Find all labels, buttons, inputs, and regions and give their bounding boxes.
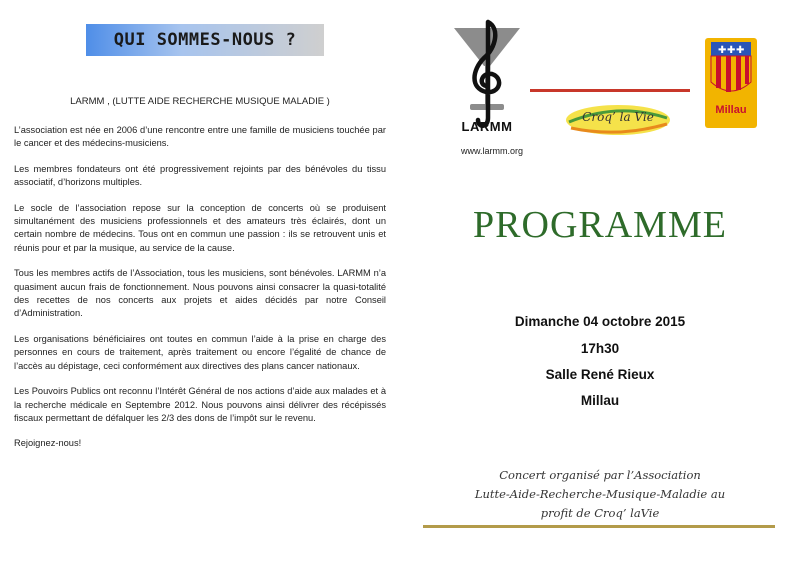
paragraph: Les organisations bénéficiaires ont toutes en commun l’aide à la prise en charge des personnes en cours de traitement, après traitement ou encore l’égalité de chance de l’accès au dépistage, ceci conformément aux directives des plans cancer nationaux.: [14, 333, 386, 371]
concert-line: Concert organisé par l’Association: [499, 468, 701, 482]
svg-text:✚: ✚: [736, 45, 745, 56]
millau-logo-text: Millau: [715, 104, 747, 116]
paragraph: Les membres fondateurs ont été progressivement rejoints par des bénévoles du tissu associatif, d’horizons multiples.: [14, 163, 386, 188]
paragraph: Les Pouvoirs Publics ont reconnu l’Intérêt Général de nos actions d’aide aux malades et à la recherche médicale en Septembre 2012. Nous pouvons ainsi délivrer des récépissés fiscaux permettant de défalquer les 2/3 des dons de l’impôt sur le revenu.: [14, 386, 386, 423]
concert-line: Lutte-Aide-Recherche-Musique-Maladie au: [474, 487, 726, 501]
millau-city-logo: [705, 38, 757, 128]
millau-coat-of-arms-icon: [705, 38, 757, 100]
gold-divider: [423, 525, 775, 528]
croq-logo-text: Croq’ la Vie: [582, 110, 654, 124]
about-text: [14, 124, 386, 463]
event-venue: Salle René Rieux: [545, 367, 655, 382]
organization-title: LARMM , (LUTTE AIDE RECHERCHE MUSIQUE MALADIE ): [70, 96, 330, 107]
who-are-we-banner: QUI SOMMES-NOUS ?: [86, 24, 324, 56]
paragraph: Tous les membres actifs de l’Association, tous les musiciens, sont bénévoles. LARMM n’a quasiment aucun frais de fonctionnement. Nous pouvons ainsi consacrer la quasi-totalité des recettes de nos concerts aux projets et aides décidés par notre Conseil d’Administration.: [14, 268, 386, 319]
paragraph: Le socle de l’association repose sur la conception de concerts où se produisent simultanément des musiciens professionnels et des amateurs très éclairés, dont un certain nombre de médecins. Tous ont en commun une passion : ils se retrouvent unis et réunis pour et par la musique, au service de la cause.: [14, 202, 386, 253]
join-us-text: Rejoignez-nous!: [14, 438, 82, 449]
paragraph: L’association est née en 2006 d’une rencontre entre une famille de musiciens touchée par le cancer et des médecins-musiciens.: [14, 125, 386, 149]
event-city: Millau: [580, 393, 620, 408]
event-time: 17h30: [580, 341, 620, 356]
event-date: Dimanche 04 octobre 2015: [514, 314, 686, 329]
croq-la-vie-logo: [563, 100, 673, 138]
right-panel: [400, 0, 800, 564]
svg-text:✚: ✚: [727, 45, 736, 56]
concert-description: [470, 466, 730, 523]
concert-line: profit de Croq’ laVie: [540, 506, 660, 520]
red-divider: [530, 89, 690, 92]
website-url: www.larmm.org: [460, 146, 523, 156]
larmm-logo-text: LARMM: [461, 119, 513, 134]
svg-text:✚: ✚: [718, 45, 727, 56]
programme-heading: PROGRAMME: [473, 204, 727, 246]
